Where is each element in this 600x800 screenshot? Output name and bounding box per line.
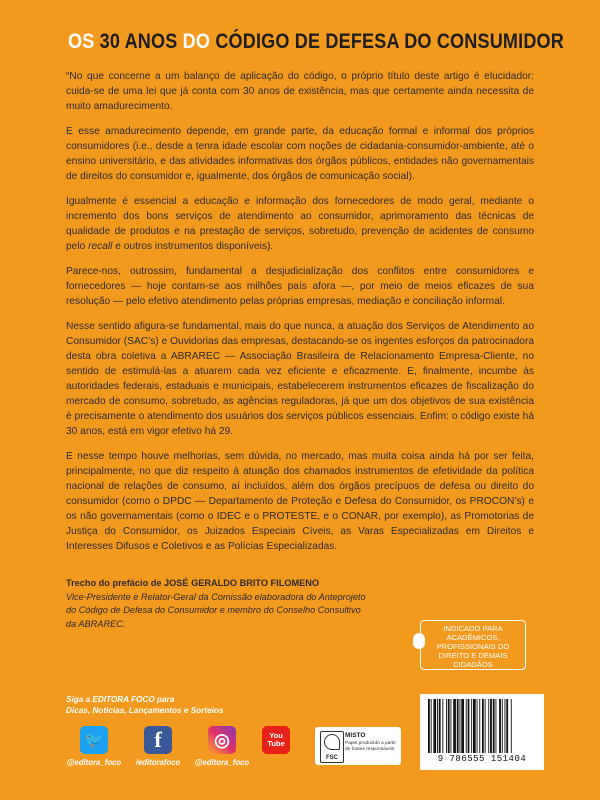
- barcode-bar: [461, 699, 464, 753]
- follow-line-1: Siga a EDITORA FOCO para: [66, 695, 175, 704]
- social-twitter[interactable]: [64, 726, 124, 767]
- fsc-logo-text: FSC: [326, 755, 338, 761]
- fsc-tree-icon: [320, 731, 344, 763]
- fsc-label: MISTO: [345, 732, 366, 739]
- title-codigo: CÓDIGO DE DEFESA DO CONSUMIDOR: [215, 30, 564, 53]
- barcode-bar: [471, 699, 472, 753]
- barcode-bar: [428, 699, 430, 753]
- barcode-bar: [439, 699, 441, 753]
- barcode-bar: [511, 699, 512, 753]
- credit-heading: Trecho do prefácio de JOSÉ GERALDO BRITO FILOMENO: [66, 578, 320, 588]
- facebook-icon[interactable]: f: [144, 726, 172, 754]
- twitter-handle: @editora_foco: [66, 758, 122, 767]
- barcode-bar: [466, 699, 467, 753]
- fsc-subtitle: Papel produzido a partir de fontes responsáveis: [345, 741, 396, 752]
- barcode-bar: [460, 699, 461, 753]
- instagram-handle: @editora_foco: [194, 758, 250, 767]
- barcode-bar: [502, 699, 503, 753]
- audience-badge: INDICADO PARA ACADÊMICOS, PROFISSIONAIS DO DIREITO E DEMAIS CIDADÃOS: [420, 620, 526, 670]
- barcode-bar: [506, 699, 508, 753]
- follow-text: [66, 694, 286, 716]
- barcode-bar: [437, 699, 438, 753]
- paragraph-6: E nesse tempo houve melhorias, sem dúvida, no mercado, mas muita coisa ainda há por ser feita, principalmente, no que diz respeito à atuação dos chamados instrumentos de efetividade da política nacional de relações de consumo, aí incluídos, além dos órgãos precípuos de defesa ou direito do consumidor (como o DPDC — Departamento de Proteção e Defesa do Consumidor, os PROCON’s) e os não governamentais (como o IDEC e o PROTESTE, e o CONAR, por exemplo), as Promotorias de Justiça do Consumidor, os Juizados Especiais Cíveis, as Varas Especializadas em Direitos e Interesses Difusos e Coletivos e as Polícias Especializadas.: [66, 451, 534, 552]
- paragraph-2: E esse amadurecimento depende, em grande parte, da educação formal e informal dos próprios consumidores (i.e., desde a tenra idade escolar com noções de cidadania-consumidor-ambiente, até o ensino universitário, e das atividades informativas dos órgãos públicos, entidades não governamentais de direitos do consumidor e, igualmente, dos órgãos de comunicação social).: [66, 126, 534, 182]
- barcode-bar: [499, 699, 501, 753]
- paragraph-3-text: Igualmente é essencial a educação e informação dos fornecedores de modo geral, mediante o incremento dos bons serviços de atendimento ao consumidor, aprimoramento das técnicas de qualidade de produtos e na prestação de serviços, sobretudo, prevenção de acidentes de consumo pelo: [66, 196, 534, 252]
- barcode-bar: [446, 699, 447, 753]
- barcode-bar: [493, 699, 495, 753]
- barcode-bar: [496, 699, 497, 753]
- barcode-bar: [482, 699, 484, 753]
- follow-line-2-text: Dicas, Notícias, Lançamentos e: [66, 706, 191, 715]
- social-instagram[interactable]: [192, 726, 252, 767]
- barcode-bar: [442, 699, 443, 753]
- barcode-bar: [490, 699, 492, 753]
- youtube-icon[interactable]: You Tube: [262, 726, 290, 754]
- facebook-handle: /editorafoco: [135, 758, 181, 767]
- follow-line-2: [66, 705, 286, 716]
- barcode-bar: [468, 699, 470, 753]
- credit-role: Vice-Presidente e Relator-Geral da Comissão elaboradora do Anteprojeto do Código de Defesa do Consumidor e membro do Conselho Consultivo da ABRAREC.: [66, 591, 366, 629]
- barcode-bar: [448, 699, 450, 753]
- barcode-icon: [426, 699, 538, 753]
- title-30-anos: 30 ANOS: [99, 30, 178, 53]
- paragraph-3-end: e outros instrumentos disponíveis).: [112, 241, 274, 252]
- paragraph-4: Parece-nos, outrossim, fundamental a desjudicialização dos conflitos entre consumidores e fornecedores — hoje contam-se aos milhões país afora —, por meio de meios eficazes de sua resolução — pelo efetivo atendimento pelas próprias empresas, mediação e conciliação informal.: [66, 266, 534, 307]
- barcode-bar: [488, 699, 489, 753]
- title-do: DO: [182, 30, 211, 53]
- barcode-bar: [457, 699, 459, 753]
- paragraph-5: Nesse sentido afigura-se fundamental, mais do que nunca, a atuação dos Serviços de Atendimento ao Consumidor (SAC’s) e Ouvidorias das empresas, destacando-se os ingentes esforços da patrocinadora desta obra coletiva a ABRAREC — Associação Brasileira de Relacionamento Empresa-Cliente, no sentido de estimulá-las a atuarem cada vez eficiente e eficazmente. E, finalmente, incumbe às autoridades federais, estaduais e municipais, estabelecerem instrumentos eficazes de fiscalização do mercado de consumo, sobretudo, as agências reguladoras, já que um dos objetivos de sua existência é precisamente o atendimento dos usuários dos serviços públicos essenciais. Enfim: o código existe há 30 anos, está em vigor efetivo há 29.: [66, 321, 534, 437]
- barcode-bar: [473, 699, 476, 753]
- barcode-bar: [479, 699, 480, 753]
- title-os: OS: [68, 30, 95, 53]
- paragraph-1: “No que concerne a um balanço de aplicação do código, o próprio título deste artigo é elucidador: cuida-se de uma lei que já conta com 30 anos de existência, mas que certamente ainda necessita de muito amadurecimento.: [66, 71, 534, 112]
- instagram-icon[interactable]: ◎: [208, 726, 236, 754]
- social-youtube[interactable]: [246, 726, 306, 754]
- barcode-bar: [485, 699, 486, 753]
- isbn-number: 9 786555 151404: [437, 754, 527, 764]
- recall-italic: recall: [88, 241, 113, 252]
- barcode-bar: [431, 699, 432, 753]
- social-facebook[interactable]: [128, 726, 188, 767]
- barcode-bar: [453, 699, 456, 753]
- page-title: [68, 30, 564, 54]
- follow-sorteios: Sorteios: [190, 706, 224, 715]
- preface-text: [66, 69, 534, 564]
- barcode-bar: [505, 699, 506, 753]
- barcode-bar: [433, 699, 436, 753]
- barcode-bar: [477, 699, 478, 753]
- isbn-barcode: [420, 694, 544, 770]
- barcode-bar: [451, 699, 452, 753]
- preface-credit: [66, 577, 366, 631]
- fsc-certification: [315, 727, 401, 765]
- twitter-icon[interactable]: 🐦: [80, 726, 108, 754]
- paragraph-3: [66, 194, 534, 254]
